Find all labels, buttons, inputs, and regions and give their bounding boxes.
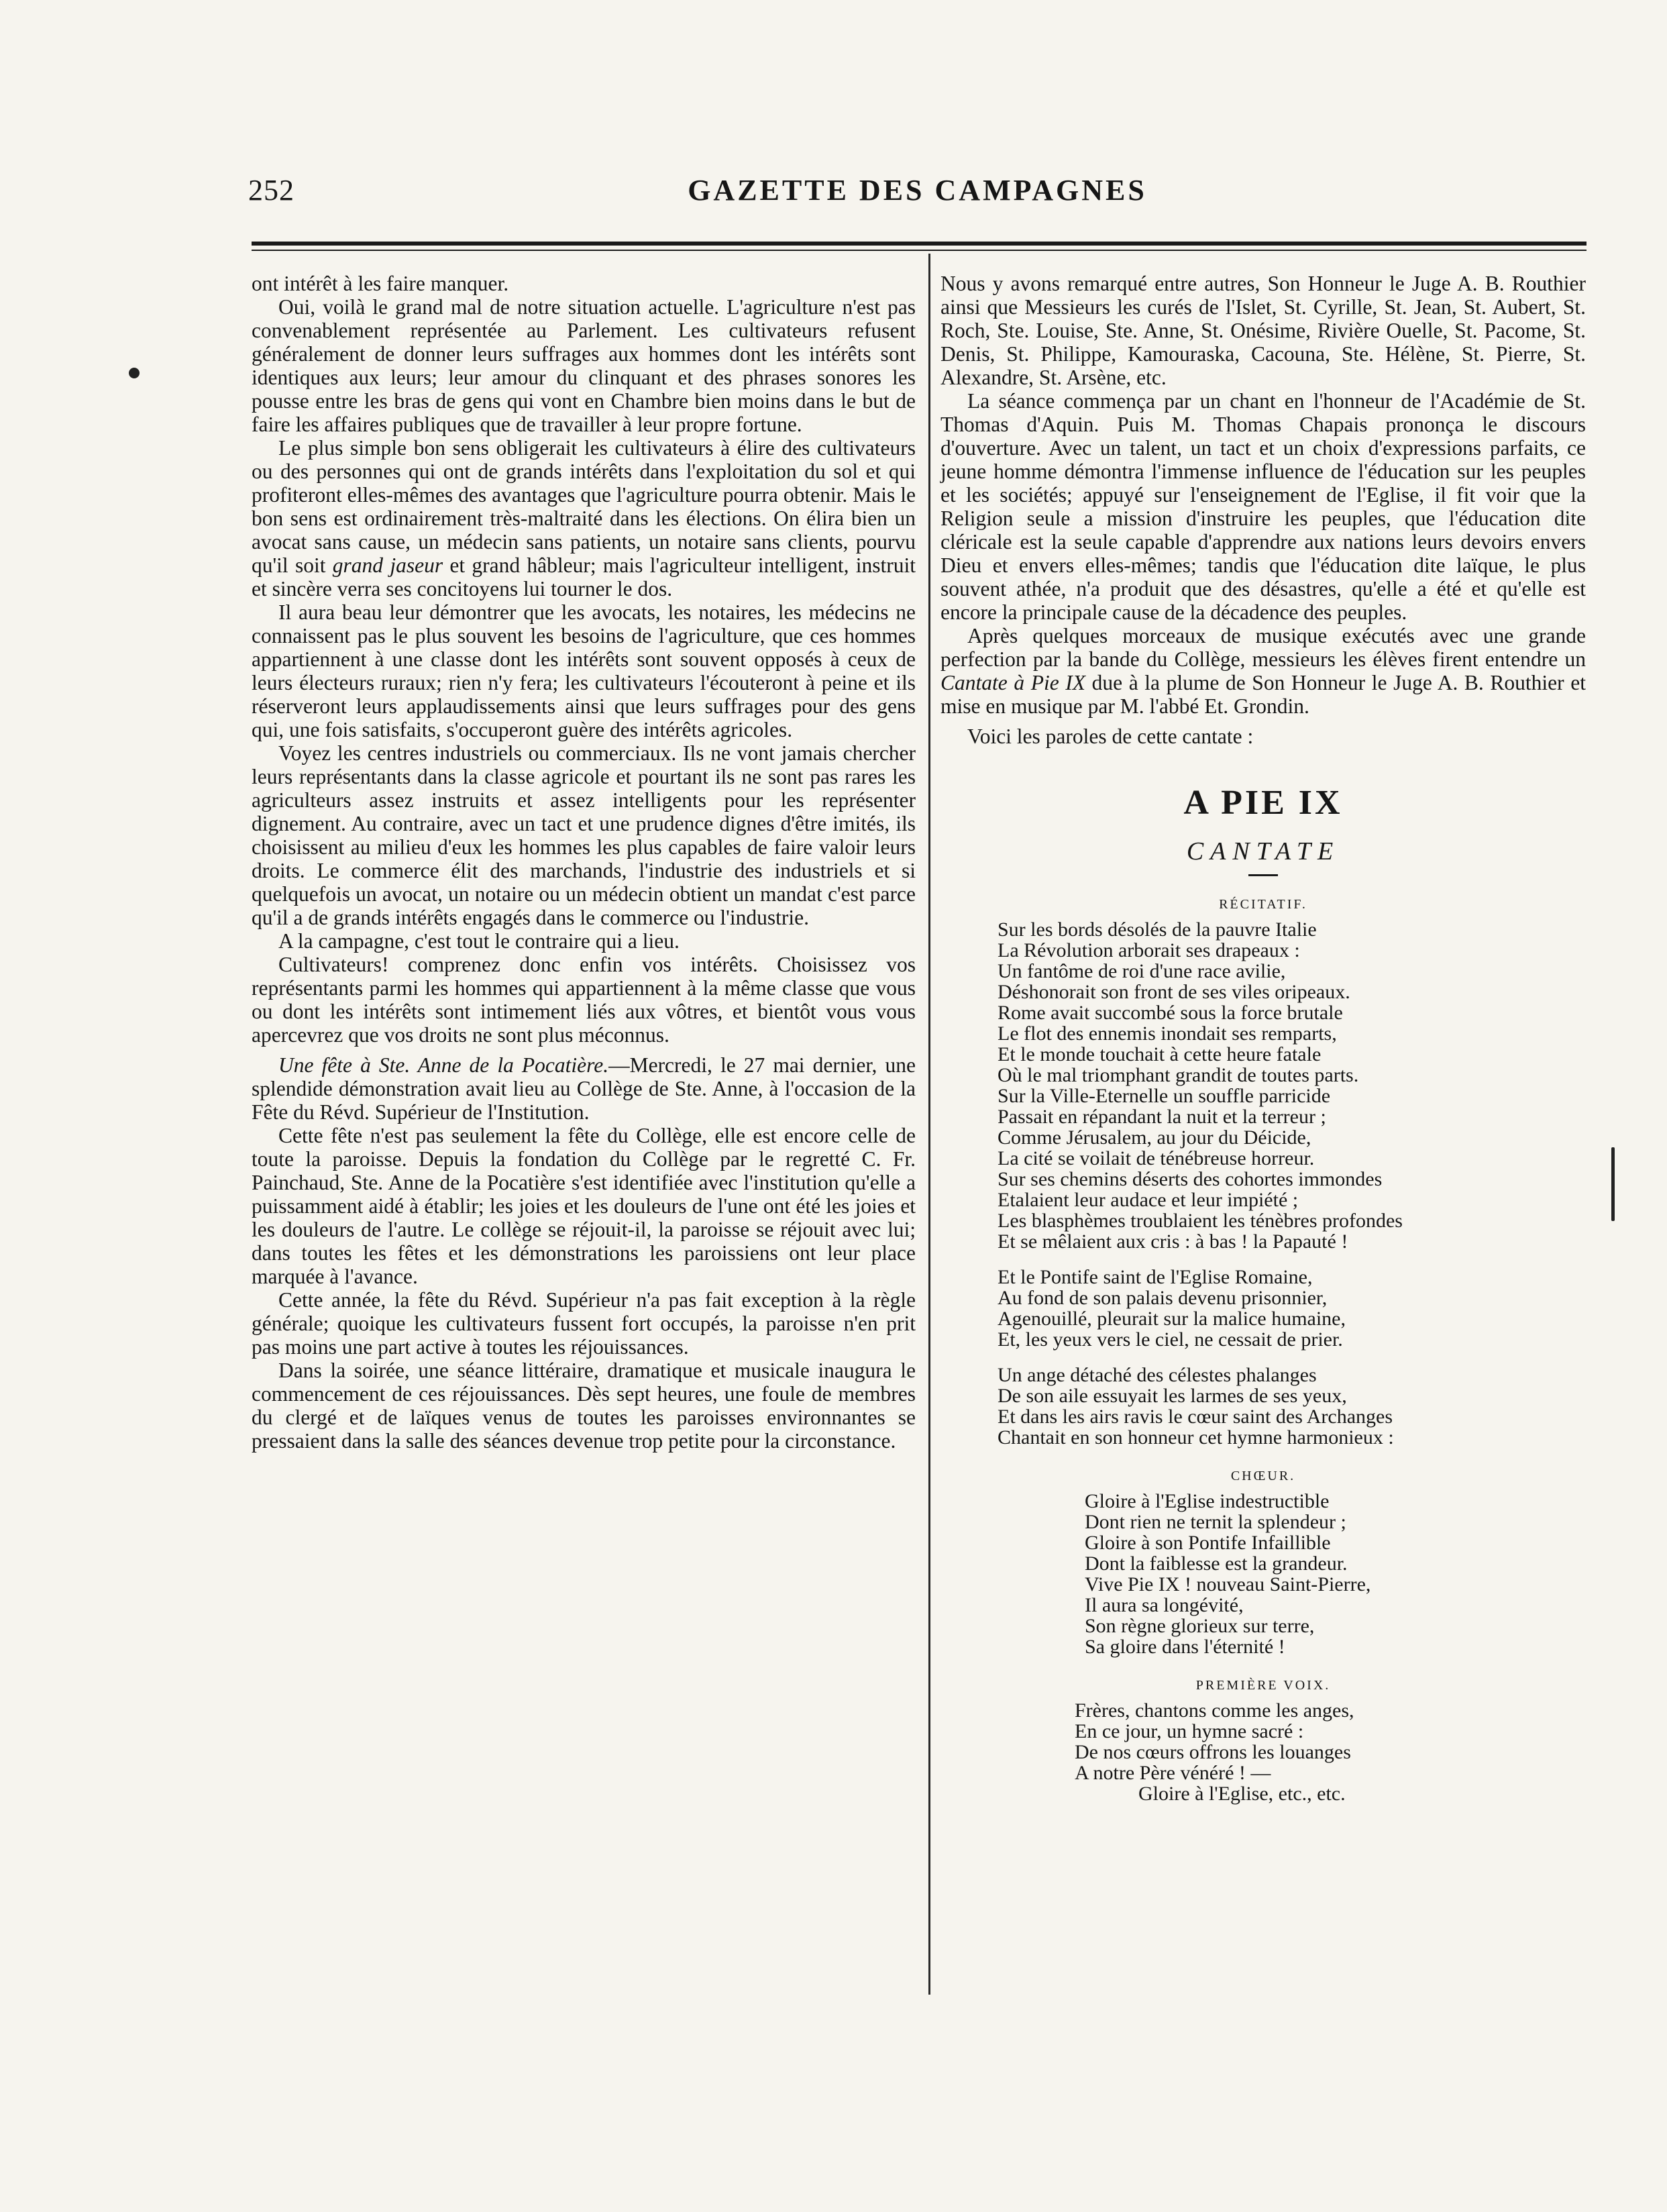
verse-line: Sur ses chemins déserts des cohortes immondes <box>998 1168 1383 1190</box>
header-rule-thin <box>252 250 1587 251</box>
paragraph: Il aura beau leur démontrer que les avocats, les notaires, les médecins ne connaissent pas le plus souvent les besoins de l'agriculture, que ces hommes appartiennent à une classe dont les intérêts sont souvent opposés à ceux de leurs électeurs ruraux; rien n'y fera; les cultivateurs l'écouteront à peine et ils réserveront leurs applaudissements ainsi que leurs suffrages pour des gens qui, une fois satisfaits, s'occuperont guère des intérêts agricoles. <box>252 600 916 741</box>
verse-line: De nos cœurs offrons les louanges <box>1075 1741 1351 1763</box>
right-column <box>940 272 1586 1804</box>
paragraph: La séance commença par un chant en l'honneur de l'Académie de St. Thomas d'Aquin. Puis M. Thomas Chapais prononça le discours d'ouverture. Avec un talent, un tact et un choix d'expressions parfaits, ce jeune homme démontra l'immense influence de l'éducation sur les peuples et les sociétés; appuyé sur l'enseignement de l'Eglise, il fit voir que la Religion seule a mission d'instruire les peuples, que l'éducation dite cléricale est la seule capable d'apprendre aux nations leurs devoirs envers Dieu et envers elles-mêmes; tandis que l'éducation dite laïque, le plus souvent athée, n'a produit que des désastres, qu'elle a été et qu'elle est encore la principale cause de la décadence des peuples. <box>940 389 1586 624</box>
ink-speck <box>129 368 140 378</box>
verse-line: Au fond de son palais devenu prisonnier, <box>998 1287 1328 1309</box>
column-divider <box>928 254 930 1995</box>
voice-label: PREMIÈRE VOIX. <box>1195 1678 1331 1693</box>
verse-line: Et, les yeux vers le ciel, ne cessait de prier. <box>998 1328 1343 1351</box>
choeur-verses <box>1085 1491 1586 1657</box>
verse-line: Gloire à son Pontife Infaillible <box>1085 1532 1331 1554</box>
verse-line: En ce jour, un hymne sacré : <box>1075 1720 1304 1742</box>
verse-line: Sur la Ville-Eternelle un souffle parricide <box>998 1085 1331 1107</box>
verse-line: Vive Pie IX ! nouveau Saint-Pierre, <box>1085 1573 1371 1595</box>
verse-line: Et le monde touchait à cette heure fatale <box>998 1043 1322 1065</box>
verse-line: Où le mal triomphant grandit de toutes parts. <box>998 1064 1359 1086</box>
poem-title: A PIE IX <box>1183 784 1343 822</box>
recitatif-label: RÉCITATIF. <box>1219 897 1307 912</box>
paragraph: Le plus simple bon sens obligerait les cultivateurs à élire des cultivateurs ou des personnes qui ont de grands intérêts dans l'exploitation du sol et qui profiteront elles-mêmes des avantages que l'agriculture pourra obtenir. Mais le bon sens est ordinairement très-maltraité dans les élections. On élira bien un avocat sans cause, un médecin sans patients, un notaire sans clients, pourvu qu'il soit grand jaseur et grand hâbleur; mais l'agriculteur intelligent, instruit et sincère verra ses concitoyens lui tourner le dos. <box>252 436 916 600</box>
paragraph: Cultivateurs! comprenez donc enfin vos intérêts. Choisissez vos représentants parmi les hommes qui appartiennent à la même classe que vous ou dont les intérêts sont intimement liés aux vôtres, et bientôt vous vous apercevrez que vos droits ne sont plus méconnus. <box>252 953 916 1047</box>
verse-line: Et se mêlaient aux cris : à bas ! la Papauté ! <box>998 1230 1348 1253</box>
paragraph: Dans la soirée, une séance littéraire, dramatique et musicale inaugura le commencement de ces réjouissances. Dès sept heures, une foule de membres du clergé et de laïques venus de toutes les paroisses environnantes se pressaient dans la salle des séances devenue trop petite pour la circonstance. <box>252 1359 916 1453</box>
italic-phrase: grand jaseur <box>332 554 443 577</box>
verse-line: Gloire à l'Eglise, etc., etc. <box>1138 1783 1346 1805</box>
stanza-gap <box>998 1350 1586 1365</box>
verse-line: Et dans les airs ravis le cœur saint des Archanges <box>998 1406 1393 1428</box>
verse-line: Sa gloire dans l'éternité ! <box>1085 1636 1285 1658</box>
header-rule <box>252 242 1587 246</box>
running-title: GAZETTE DES CAMPAGNES <box>688 174 1147 207</box>
article-heading: Une fête à Ste. Anne de la Pocatière. <box>278 1053 609 1077</box>
verse-line: Déshonorait son front de ses viles oripeaux. <box>998 981 1350 1003</box>
verse-line: Dont la faiblesse est la grandeur. <box>1085 1552 1348 1575</box>
paragraph: ont intérêt à les faire manquer. <box>252 272 509 295</box>
paragraph: Cette année, la fête du Révd. Supérieur n'a pas fait exception à la règle générale; quoique les cultivateurs fussent fort occupés, la paroisse n'en prit pas moins une part active à toutes les réjouissances. <box>252 1288 916 1359</box>
verse-line: Dont rien ne ternit la splendeur ; <box>1085 1511 1346 1533</box>
stanza-gap <box>998 1252 1586 1267</box>
paragraph: Oui, voilà le grand mal de notre situation actuelle. L'agriculture n'est pas convenablement représentée au Parlement. Les cultivateurs refusent généralement de donner leurs suffrages aux hommes dont les intérêts sont identiques aux leurs; leur amour du clinquant et des phrases sonores les pousse entre les bras de gens qui vont en Chambre bien moins dans le but de faire les affaires publiques que de travailler à leur propre fortune. <box>252 295 916 436</box>
paragraph: Voici les paroles de cette cantate : <box>967 725 1254 748</box>
verse-line: Rome avait succombé sous la force brutale <box>998 1002 1343 1024</box>
verse-line: Comme Jérusalem, au jour du Déicide, <box>998 1126 1311 1149</box>
verse-line: Le flot des ennemis inondait ses remparts, <box>998 1022 1337 1045</box>
paragraph: A la campagne, c'est tout le contraire qui a lieu. <box>278 929 680 953</box>
article-intro-paragraph <box>252 1053 916 1124</box>
verse-line: Et le Pontife saint de l'Eglise Romaine, <box>998 1266 1313 1288</box>
verse-line: La Révolution arborait ses drapeaux : <box>998 939 1300 961</box>
verse-line: Il aura sa longévité, <box>1085 1594 1244 1616</box>
recitatif-verses <box>998 919 1586 1448</box>
verse-line: Sur les bords désolés de la pauvre Italie <box>998 918 1317 941</box>
article-heading-dash: — <box>608 1053 630 1077</box>
verse-line: De son aile essuyait les larmes de ses yeux, <box>998 1385 1347 1407</box>
verse-line: Chantait en son honneur cet hymne harmonieux : <box>998 1426 1394 1449</box>
verse-line: Gloire à l'Eglise indestructible <box>1085 1490 1330 1512</box>
page-number: 252 <box>248 174 294 207</box>
paragraph: Nous y avons remarqué entre autres, Son Honneur le Juge A. B. Routhier ainsi que Messieurs les curés de l'Islet, St. Cyrille, St. Jean, St. Aubert, St. Roch, Ste. Louise, Ste. Anne, St. Onésime, Rivière Ouelle, St. Pacome, St. Denis, St. Philippe, Kamouraska, Cacouna, Ste. Hélène, St. Pierre, St. Alexandre, St. Arsène, etc. <box>940 272 1586 389</box>
voice-verses <box>1075 1700 1586 1804</box>
italic-phrase: Cantate à Pie IX <box>940 671 1086 694</box>
ink-mark <box>1611 1147 1615 1221</box>
verse-line: Frères, chantons comme les anges, <box>1075 1699 1354 1722</box>
verse-line: A notre Père vénéré ! — <box>1075 1762 1271 1784</box>
left-column <box>252 272 916 1453</box>
article-intro-text: Mercredi, le 27 mai dernier, une splendide démonstration avait lieu au Collège de Ste. Anne, à l'occasion de la Fête du Révd. Supérieur de l'Institution. <box>252 1053 916 1124</box>
page-header <box>248 173 1587 220</box>
verse-line: Les blasphèmes troublaient les ténèbres profondes <box>998 1210 1403 1232</box>
subtitle-rule <box>1248 874 1278 876</box>
paragraph: Voyez les centres industriels ou commerciaux. Ils ne vont jamais chercher leurs représentants dans la classe agricole et pourtant ils ne sont pas rares les agriculteurs assez instruits et assez intelligents pour les représenter dignement. Au contraire, avec un tact et une prudence dignes d'être imités, ils choisissent au milieu d'eux les hommes les plus capables de faire valoir leurs droits. Le commerce élit des marchands, l'industrie des industriels et si quelquefois un avocat, un notaire ou un médecin obtient un mandat c'est parce qu'il a de grands intérêts engagés dans le commerce ou l'industrie. <box>252 741 916 929</box>
verse-line: Son règne glorieux sur terre, <box>1085 1615 1315 1637</box>
verse-line: Un ange détaché des célestes phalanges <box>998 1364 1317 1386</box>
verse-line: Passait en répandant la nuit et la terreur ; <box>998 1106 1326 1128</box>
choeur-label: CHŒUR. <box>1230 1469 1296 1483</box>
poem-subtitle: CANTATE <box>1186 837 1340 865</box>
verse-line: Un fantôme de roi d'une race avilie, <box>998 960 1286 982</box>
verse-line: Agenouillé, pleurait sur la malice humaine, <box>998 1308 1346 1330</box>
paragraph: Après quelques morceaux de musique exécutés avec une grande perfection par la bande du Collège, messieurs les élèves firent entendre un Cantate à Pie IX due à la plume de Son Honneur le Juge A. B. Routhier et mise en musique par M. l'abbé Et. Grondin. <box>940 624 1586 718</box>
verse-line: Etalaient leur audace et leur impiété ; <box>998 1189 1299 1211</box>
verse-line: La cité se voilait de ténébreuse horreur. <box>998 1147 1315 1169</box>
paragraph: Cette fête n'est pas seulement la fête du Collège, elle est encore celle de toute la paroisse. Depuis la fondation du Collège par le regretté C. Fr. Painchaud, Ste. Anne de la Pocatière s'est identifiée avec l'institution qu'elle a puissamment aidé à établir; les joies et les douleurs de l'une ont été les joies et les douleurs de l'autre. Le collège se réjouit-il, la paroisse se réjouit avec lui; dans toutes les fêtes et les démonstrations les paroissiens ont leur place marquée à l'avance. <box>252 1124 916 1288</box>
